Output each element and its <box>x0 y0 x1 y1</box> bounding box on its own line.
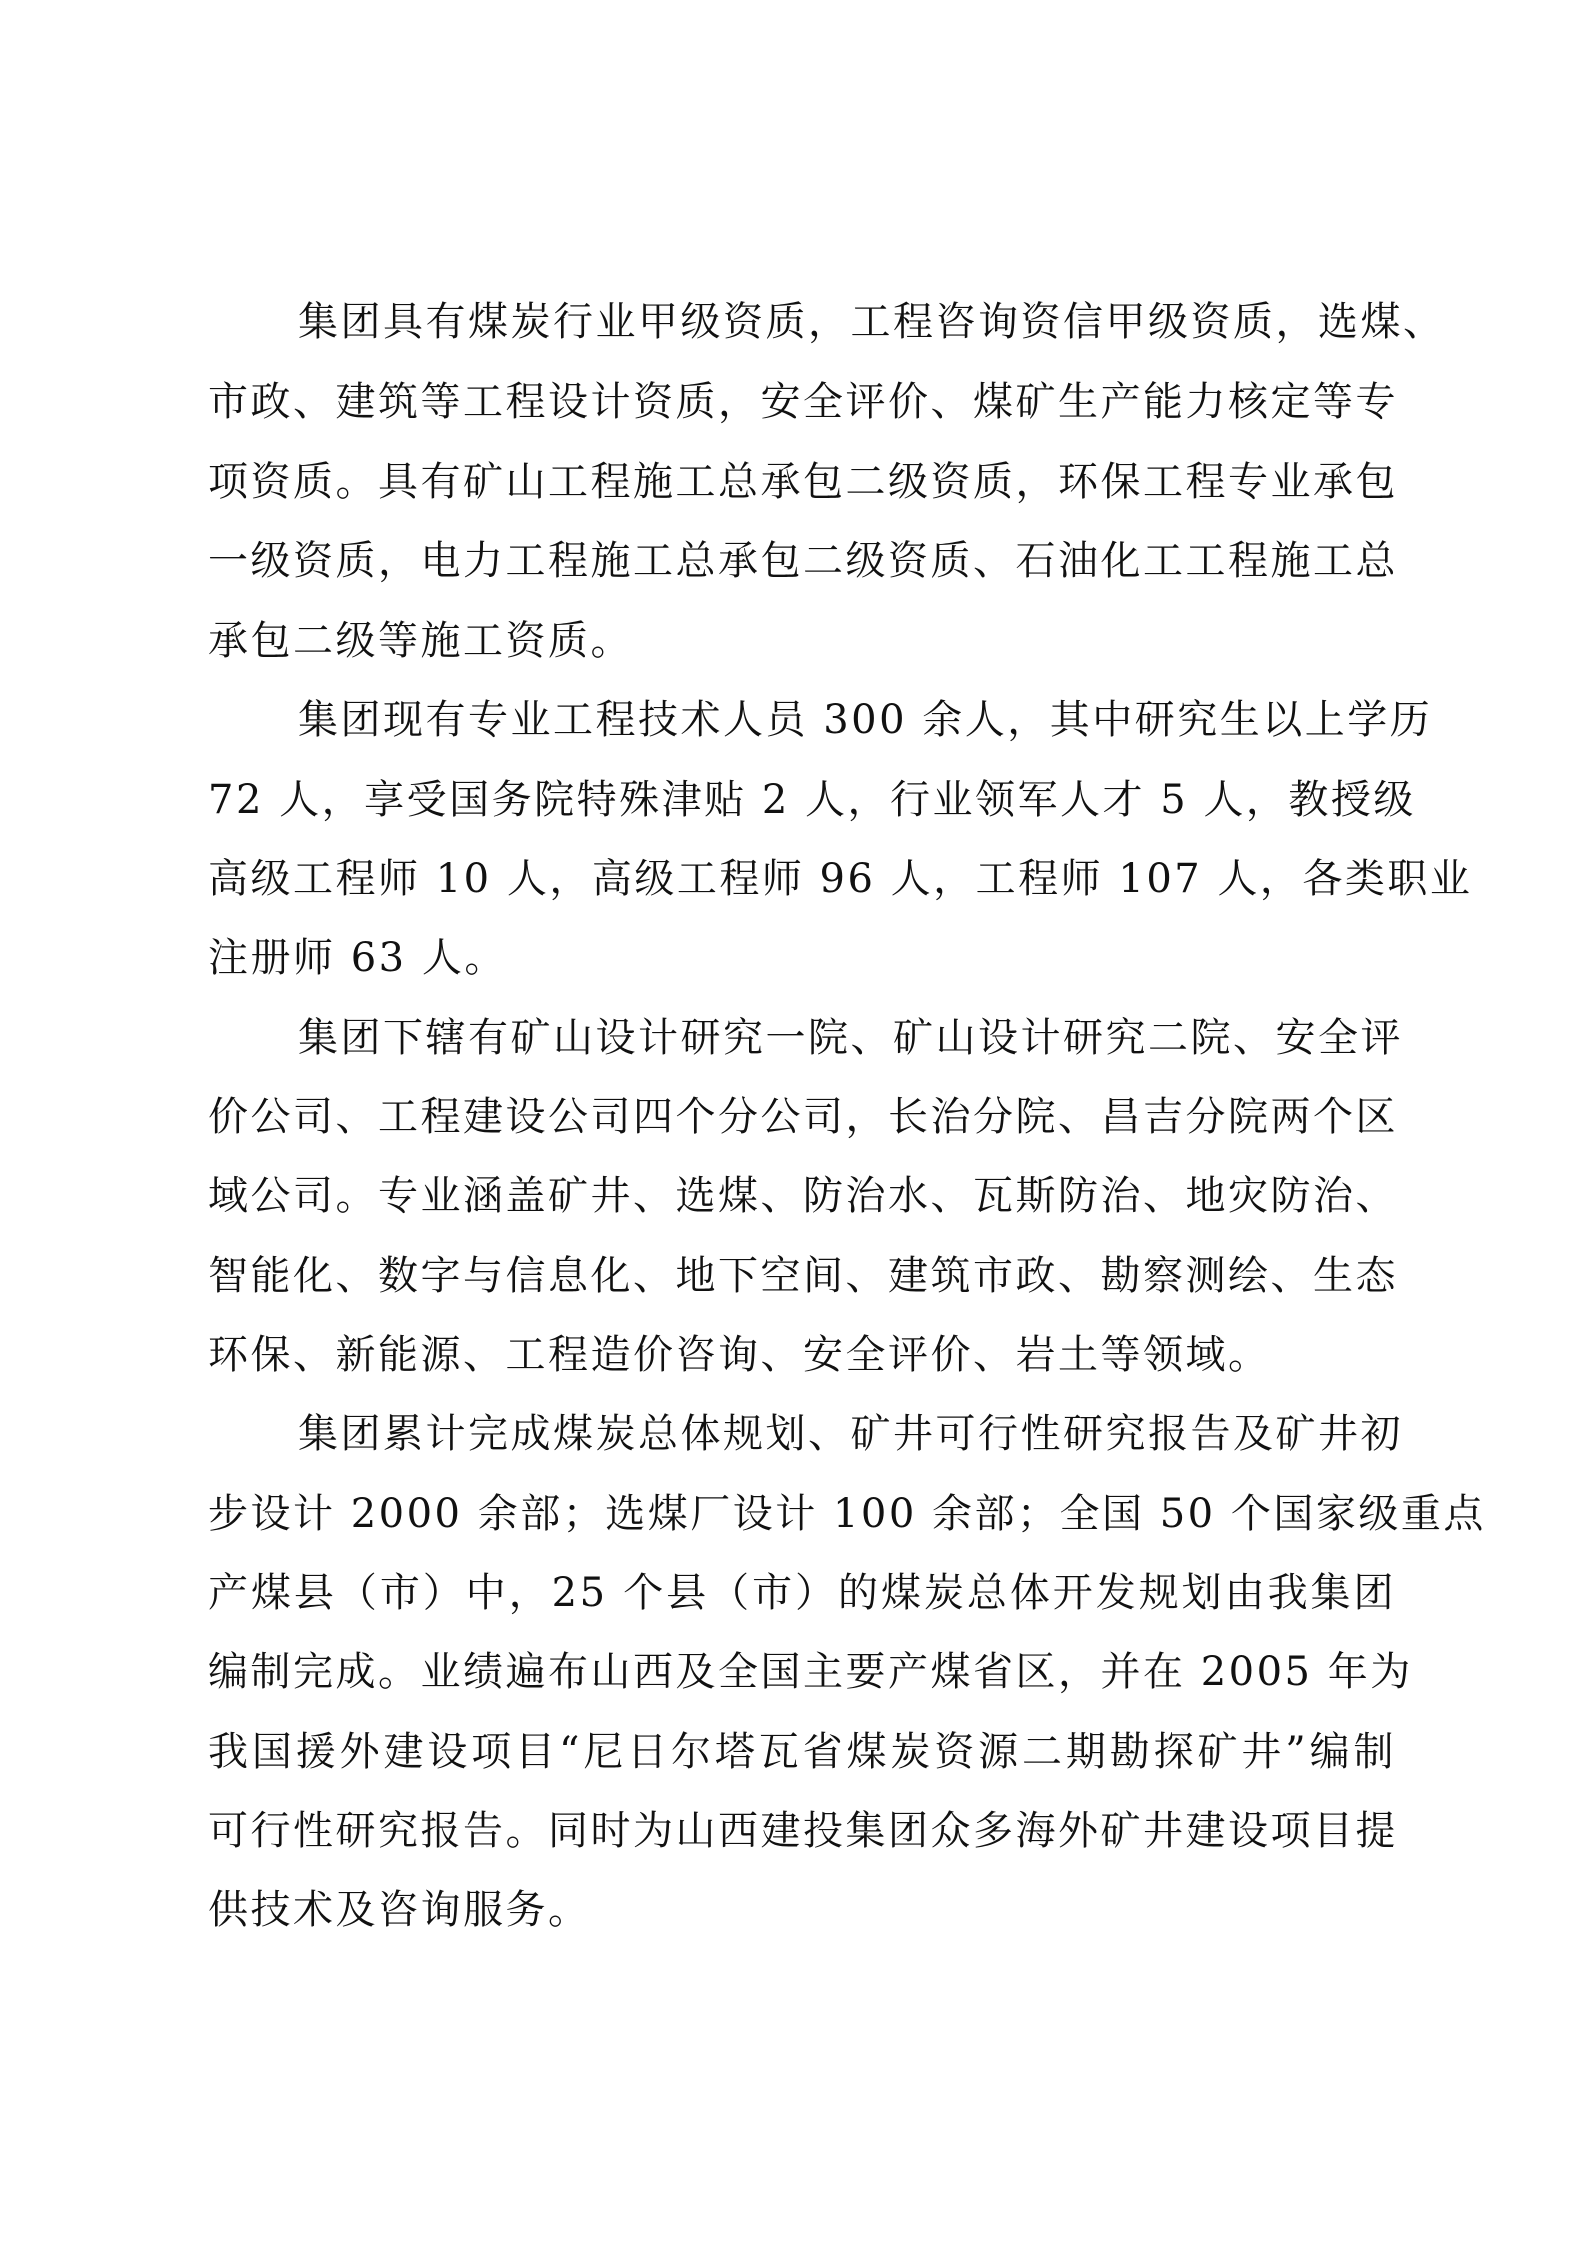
text-line: 步设计 2000 余部；选煤厂设计 100 余部；全国 50 个国家级重点 <box>208 1491 1486 1537</box>
text-line: 注册师 63 人。 <box>208 935 507 981</box>
text-line: 可行性研究报告。同时为山西建投集团众多海外矿井建设项目提 <box>208 1808 1398 1854</box>
text-line: 集团现有专业工程技术人员 300 余人，其中研究生以上学历 <box>298 697 1433 743</box>
text-line: 高级工程师 10 人，高级工程师 96 人，工程师 107 人，各类职业 <box>208 856 1473 902</box>
text-line: 环保、新能源、工程造价咨询、安全评价、岩土等领域。 <box>208 1332 1271 1378</box>
text-line: 承包二级等施工资质。 <box>208 618 633 664</box>
text-line: 集团累计完成煤炭总体规划、矿井可行性研究报告及矿井初 <box>298 1411 1403 1457</box>
text-line: 产煤县（市）中，25 个县（市）的煤炭总体开发规划由我集团 <box>208 1570 1396 1616</box>
text-line: 我国援外建设项目“尼日尔塔瓦省煤炭资源二期勘探矿井”编制 <box>208 1729 1396 1775</box>
text-line: 项资质。具有矿山工程施工总承包二级资质，环保工程专业承包 <box>208 459 1398 505</box>
text-line: 集团下辖有矿山设计研究一院、矿山设计研究二院、安全评 <box>298 1015 1403 1061</box>
text-line: 72 人，享受国务院特殊津贴 2 人，行业领军人才 5 人，教授级 <box>208 777 1416 823</box>
text-line: 集团具有煤炭行业甲级资质，工程咨询资信甲级资质，选煤、 <box>298 299 1446 345</box>
text-line: 价公司、工程建设公司四个分公司，长治分院、昌吉分院两个区 <box>208 1094 1398 1140</box>
text-line: 域公司。专业涵盖矿井、选煤、防治水、瓦斯防治、地灾防治、 <box>208 1173 1398 1219</box>
text-line: 供技术及咨询服务。 <box>208 1887 591 1933</box>
text-line: 市政、建筑等工程设计资质，安全评价、煤矿生产能力核定等专 <box>208 379 1398 425</box>
text-line: 编制完成。业绩遍布山西及全国主要产煤省区，并在 2005 年为 <box>208 1649 1413 1695</box>
text-line: 一级资质，电力工程施工总承包二级资质、石油化工工程施工总 <box>208 538 1398 584</box>
text-line: 智能化、数字与信息化、地下空间、建筑市政、勘察测绘、生态 <box>208 1253 1398 1299</box>
